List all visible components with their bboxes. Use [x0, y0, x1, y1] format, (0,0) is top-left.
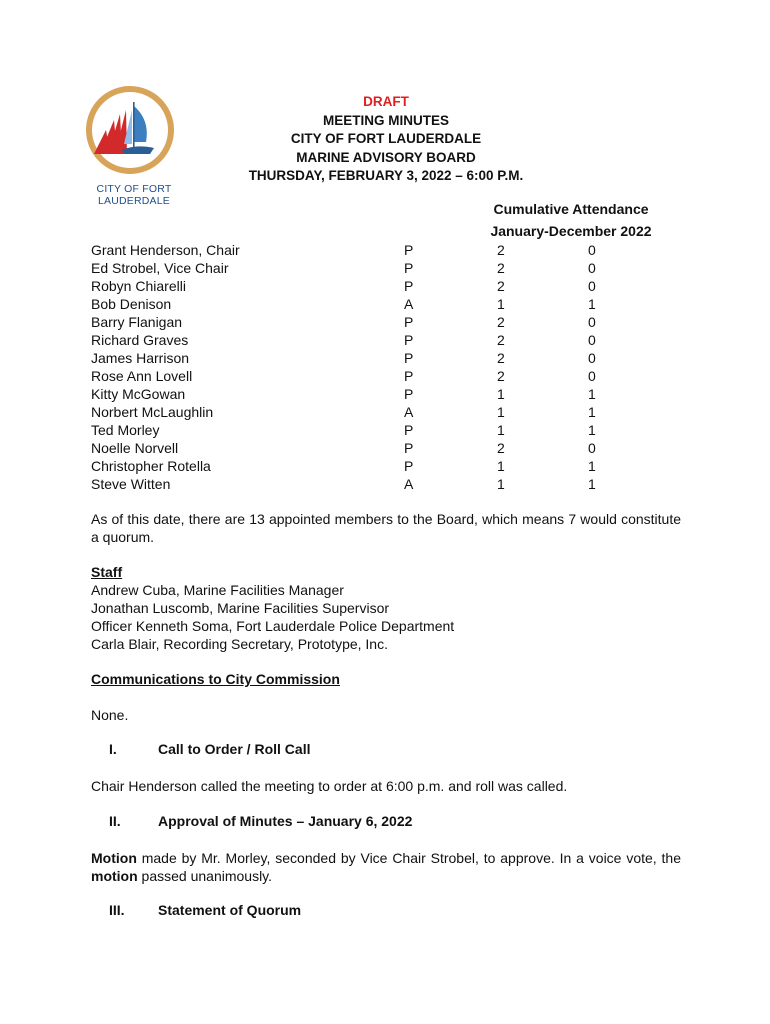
present-count: 1 — [497, 404, 505, 420]
present-count: 1 — [497, 386, 505, 402]
draft-label: DRAFT — [363, 94, 409, 109]
attendance-status: P — [404, 440, 414, 456]
attendance-status: A — [404, 404, 414, 420]
present-count: 2 — [497, 440, 505, 456]
member-name: James Harrison — [91, 350, 190, 366]
absent-count: 1 — [588, 296, 596, 312]
member-name: Norbert McLaughlin — [91, 404, 214, 420]
attendance-row — [91, 421, 691, 439]
section-title: Approval of Minutes – January 6, 2022 — [158, 813, 413, 829]
attendance-roster — [91, 241, 691, 493]
attendance-row — [91, 475, 691, 493]
staff-member: Officer Kenneth Soma, Fort Lauderdale Police Department — [91, 618, 455, 634]
absent-count: 1 — [588, 458, 596, 474]
member-name: Grant Henderson, Chair — [91, 242, 240, 258]
staff-section — [91, 563, 681, 653]
attendance-heading-1: Cumulative Attendance — [493, 201, 649, 217]
document-header — [200, 93, 572, 186]
attendance-row — [91, 367, 691, 385]
call-to-order-text: Chair Henderson called the meeting to order at 6:00 p.m. and roll was called. — [91, 778, 568, 794]
member-name: Christopher Rotella — [91, 458, 211, 474]
absent-count: 0 — [588, 242, 596, 258]
attendance-row — [91, 295, 691, 313]
communications-heading: Communications to City Commission — [91, 671, 340, 687]
attendance-row — [91, 241, 691, 259]
section-title: Call to Order / Roll Call — [158, 741, 311, 757]
absent-count: 0 — [588, 350, 596, 366]
absent-count: 0 — [588, 332, 596, 348]
absent-count: 1 — [588, 476, 596, 492]
present-count: 2 — [497, 350, 505, 366]
attendance-row — [91, 457, 691, 475]
member-name: Noelle Norvell — [91, 440, 179, 456]
present-count: 1 — [497, 422, 505, 438]
absent-count: 0 — [588, 260, 596, 276]
member-name: Ted Morley — [91, 422, 160, 438]
present-count: 2 — [497, 368, 505, 384]
absent-count: 1 — [588, 404, 596, 420]
attendance-status: P — [404, 332, 414, 348]
present-count: 2 — [497, 260, 505, 276]
attendance-row — [91, 259, 691, 277]
motion-text: made by Mr. Morley, seconded by Vice Chair Strobel, to approve. In a voice vote, the — [136, 850, 681, 866]
present-count: 1 — [497, 458, 505, 474]
header-line-1: MEETING MINUTES — [322, 112, 449, 128]
attendance-row — [91, 277, 691, 295]
attendance-status: P — [404, 458, 414, 474]
motion-word: Motion — [91, 850, 137, 866]
header-line-2: CITY OF FORT LAUDERDALE — [290, 131, 482, 146]
absent-count: 0 — [588, 278, 596, 294]
attendance-status: P — [404, 242, 414, 258]
staff-member: Andrew Cuba, Marine Facilities Manager — [91, 582, 344, 598]
staff-member: Jonathan Luscomb, Marine Facilities Supervisor — [91, 600, 390, 616]
present-count: 2 — [497, 314, 505, 330]
section-number: III. — [109, 902, 125, 918]
attendance-row — [91, 313, 691, 331]
motion-word: motion — [91, 868, 138, 884]
member-name: Bob Denison — [91, 296, 172, 312]
member-name: Robyn Chiarelli — [91, 278, 186, 294]
absent-count: 1 — [588, 422, 596, 438]
member-name: Ed Strobel, Vice Chair — [91, 260, 229, 276]
attendance-row — [91, 385, 691, 403]
attendance-status: P — [404, 368, 414, 384]
member-name: Barry Flanigan — [91, 314, 183, 330]
absent-count: 0 — [588, 440, 596, 456]
attendance-row — [91, 331, 691, 349]
header-line-4: THURSDAY, FEBRUARY 3, 2022 – 6:00 P.M. — [248, 168, 524, 183]
quorum-statement: As of this date, there are 13 appointed members to the Board, which means 7 would constitute a quorum. — [91, 511, 681, 545]
attendance-row — [91, 403, 691, 421]
attendance-row — [91, 439, 691, 457]
present-count: 2 — [497, 332, 505, 348]
attendance-status: A — [404, 296, 414, 312]
header-line-3: MARINE ADVISORY BOARD — [296, 149, 476, 165]
attendance-status: P — [404, 278, 414, 294]
communications-body: None. — [91, 707, 129, 723]
logo-caption: CITY OF FORT LAUDERDALE — [96, 183, 172, 207]
attendance-status: P — [404, 350, 414, 366]
attendance-status: P — [404, 386, 414, 402]
attendance-heading — [466, 199, 676, 242]
member-name: Rose Ann Lovell — [91, 368, 193, 384]
staff-member: Carla Blair, Recording Secretary, Prototype, Inc. — [91, 636, 388, 652]
member-name: Kitty McGowan — [91, 386, 186, 402]
attendance-status: P — [404, 260, 414, 276]
attendance-status: P — [404, 422, 414, 438]
attendance-status: P — [404, 314, 414, 330]
city-seal-logo-icon — [84, 84, 176, 176]
section-number: II. — [109, 813, 121, 829]
present-count: 1 — [497, 296, 505, 312]
motion-paragraph — [91, 849, 681, 885]
attendance-status: A — [404, 476, 414, 492]
absent-count: 0 — [588, 314, 596, 330]
absent-count: 1 — [588, 386, 596, 402]
attendance-heading-2: January-December 2022 — [490, 222, 652, 239]
present-count: 2 — [497, 278, 505, 294]
attendance-row — [91, 349, 691, 367]
member-name: Richard Graves — [91, 332, 189, 348]
absent-count: 0 — [588, 368, 596, 384]
present-count: 2 — [497, 242, 505, 258]
staff-heading: Staff — [91, 564, 123, 580]
section-number: I. — [109, 741, 117, 757]
motion-text: passed unanimously. — [137, 868, 273, 884]
member-name: Steve Witten — [91, 476, 171, 492]
present-count: 1 — [497, 476, 505, 492]
section-title: Statement of Quorum — [158, 902, 302, 918]
